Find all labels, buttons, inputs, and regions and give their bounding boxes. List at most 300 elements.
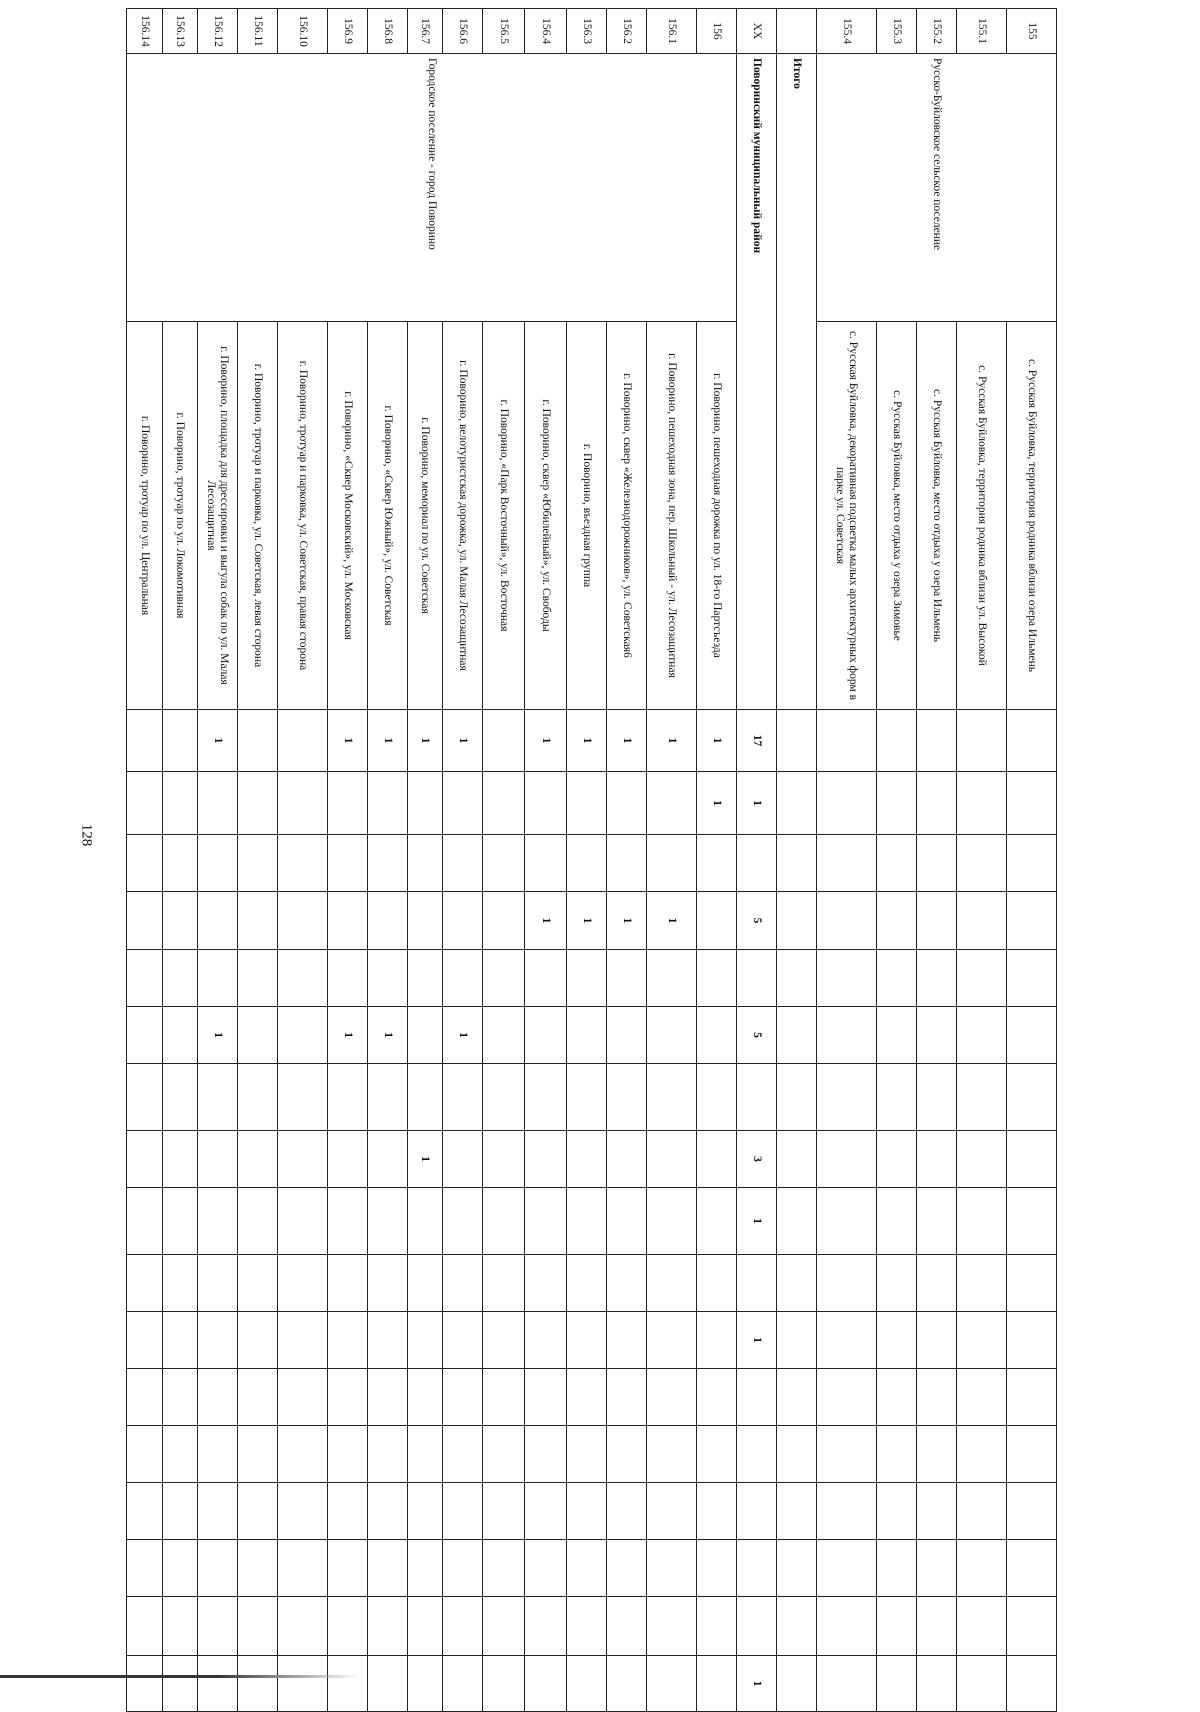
object-name-cell: г. Поворино, тротуар по ул. Локомотивная: [163, 322, 198, 710]
value-cell: [408, 892, 443, 950]
value-cell: [647, 1007, 697, 1064]
value-cell: [483, 1312, 525, 1369]
value-cell: [198, 772, 238, 835]
object-name-cell: г. Поворино, мемориал по ул. Советская: [408, 322, 443, 710]
table-row: [697, 9, 737, 1712]
value-cell: [163, 1007, 198, 1064]
row-number-cell: XX: [737, 9, 777, 54]
value-cell: [198, 1656, 238, 1712]
value-cell: [443, 1064, 483, 1131]
value-cell: [328, 1255, 368, 1312]
value-cell: [877, 1597, 917, 1656]
value-cell: [957, 1426, 1007, 1483]
value-cell: [777, 1188, 817, 1255]
value-cell: [483, 772, 525, 835]
value-cell: [198, 1131, 238, 1188]
value-cell: [697, 1064, 737, 1131]
table-frame: [137, 8, 1057, 1687]
value-cell: [697, 835, 737, 892]
value-cell: 1: [697, 772, 737, 835]
value-cell: [737, 1064, 777, 1131]
value-cell: [163, 835, 198, 892]
value-cell: [917, 1597, 957, 1656]
value-cell: [957, 1597, 1007, 1656]
value-cell: [647, 835, 697, 892]
value-cell: [443, 1656, 483, 1712]
value-cell: [607, 950, 647, 1007]
value-cell: [567, 1255, 607, 1312]
value-cell: [238, 950, 278, 1007]
value-cell: [957, 1483, 1007, 1540]
value-cell: [127, 1255, 163, 1312]
row-number-cell: 156.10: [278, 9, 328, 54]
value-cell: [127, 892, 163, 950]
row-number-cell: 156.13: [163, 9, 198, 54]
value-cell: [238, 772, 278, 835]
value-cell: [877, 1188, 917, 1255]
value-cell: [607, 1007, 647, 1064]
value-cell: [957, 1369, 1007, 1426]
value-cell: [443, 1426, 483, 1483]
value-cell: [127, 1312, 163, 1369]
value-cell: [525, 1064, 567, 1131]
value-cell: [877, 1540, 917, 1597]
value-cell: [777, 950, 817, 1007]
value-cell: [278, 1064, 328, 1131]
value-cell: [877, 1007, 917, 1064]
value-cell: [127, 710, 163, 772]
value-cell: 5: [737, 892, 777, 950]
value-cell: [697, 1007, 737, 1064]
object-name-cell: с. Русская Буйловка, территория родника вблизи озера Ильмень: [1007, 322, 1057, 710]
value-cell: [238, 835, 278, 892]
value-cell: [737, 835, 777, 892]
value-cell: [877, 710, 917, 772]
row-number-cell: 155.2: [917, 9, 957, 54]
value-cell: 1: [737, 1656, 777, 1712]
value-cell: [777, 1426, 817, 1483]
value-cell: [647, 1426, 697, 1483]
value-cell: [877, 1312, 917, 1369]
value-cell: [328, 1426, 368, 1483]
value-cell: [697, 1597, 737, 1656]
value-cell: [328, 835, 368, 892]
value-cell: [127, 1426, 163, 1483]
value-cell: [917, 1426, 957, 1483]
total-label-cell: Итого: [777, 54, 817, 710]
value-cell: [408, 1597, 443, 1656]
object-name-cell: г. Поворино, тротуар и парковка, ул. Советская, правая сторона: [278, 322, 328, 710]
row-number-cell: 156.6: [443, 9, 483, 54]
value-cell: [483, 1597, 525, 1656]
value-cell: [647, 1656, 697, 1712]
value-cell: 17: [737, 710, 777, 772]
value-cell: [917, 1188, 957, 1255]
register-table: [126, 8, 1057, 1712]
value-cell: [957, 892, 1007, 950]
value-cell: [163, 1656, 198, 1712]
object-name-cell: с. Русская Буйловка, территория родника вблизи ул. Высокой: [957, 322, 1007, 710]
value-cell: [483, 1131, 525, 1188]
value-cell: [328, 1483, 368, 1540]
value-cell: [567, 1656, 607, 1712]
value-cell: [697, 1369, 737, 1426]
object-name-cell: г. Поворино, сквер «Железнодорожников», ул. Советская6: [607, 322, 647, 710]
value-cell: [278, 1007, 328, 1064]
value-cell: [127, 1131, 163, 1188]
value-cell: 1: [408, 1131, 443, 1188]
value-cell: [163, 1312, 198, 1369]
value-cell: [278, 892, 328, 950]
row-number-cell: 156.5: [483, 9, 525, 54]
value-cell: [525, 1369, 567, 1426]
value-cell: [777, 1312, 817, 1369]
value-cell: [817, 1064, 877, 1131]
value-cell: [443, 772, 483, 835]
value-cell: [483, 835, 525, 892]
value-cell: 1: [525, 710, 567, 772]
value-cell: 1: [737, 1188, 777, 1255]
value-cell: [607, 1369, 647, 1426]
value-cell: [483, 1255, 525, 1312]
value-cell: [1007, 1188, 1057, 1255]
value-cell: [957, 1007, 1007, 1064]
value-cell: [163, 950, 198, 1007]
value-cell: [443, 1369, 483, 1426]
value-cell: [647, 1312, 697, 1369]
value-cell: 1: [525, 892, 567, 950]
value-cell: [917, 835, 957, 892]
value-cell: [198, 1426, 238, 1483]
value-cell: [1007, 892, 1057, 950]
value-cell: [163, 1131, 198, 1188]
value-cell: [567, 1188, 607, 1255]
value-cell: [127, 1540, 163, 1597]
value-cell: [917, 710, 957, 772]
value-cell: [877, 1426, 917, 1483]
value-cell: [127, 772, 163, 835]
register-table-body: [127, 9, 1057, 1712]
value-cell: [238, 1656, 278, 1712]
value-cell: 1: [567, 892, 607, 950]
value-cell: [408, 835, 443, 892]
object-name-cell: г. Поворино, велотуристская дорожка, ул. Малая Лесозащитная: [443, 322, 483, 710]
value-cell: [777, 1131, 817, 1188]
value-cell: [917, 1064, 957, 1131]
value-cell: [127, 1007, 163, 1064]
value-cell: [697, 1131, 737, 1188]
value-cell: [368, 1540, 408, 1597]
value-cell: [238, 710, 278, 772]
value-cell: [1007, 1064, 1057, 1131]
value-cell: [127, 1656, 163, 1712]
row-number-cell: 156.2: [607, 9, 647, 54]
value-cell: [697, 1312, 737, 1369]
value-cell: [957, 835, 1007, 892]
value-cell: [525, 1007, 567, 1064]
value-cell: [278, 772, 328, 835]
object-name-cell: г. Поворино, сквер «Юбилейный», ул. Свободы: [525, 322, 567, 710]
value-cell: [127, 950, 163, 1007]
object-name-cell: г. Поворино, «Сквер Московский», ул. Московская: [328, 322, 368, 710]
value-cell: [777, 1483, 817, 1540]
value-cell: [483, 1656, 525, 1712]
value-cell: [443, 1312, 483, 1369]
value-cell: [777, 1656, 817, 1712]
row-number-cell: 156.12: [198, 9, 238, 54]
value-cell: [238, 1597, 278, 1656]
value-cell: [483, 892, 525, 950]
value-cell: [163, 1540, 198, 1597]
value-cell: 1: [328, 710, 368, 772]
table-row: [737, 9, 777, 1712]
value-cell: [817, 1426, 877, 1483]
district-name-cell: Поворинский муниципальный район: [737, 54, 777, 710]
value-cell: [567, 1312, 607, 1369]
value-cell: [483, 1483, 525, 1540]
value-cell: [368, 1188, 408, 1255]
value-cell: [607, 1656, 647, 1712]
value-cell: [443, 1597, 483, 1656]
value-cell: [443, 1540, 483, 1597]
value-cell: 1: [607, 892, 647, 950]
value-cell: [607, 1426, 647, 1483]
value-cell: [368, 1255, 408, 1312]
value-cell: [817, 1255, 877, 1312]
value-cell: [917, 1369, 957, 1426]
value-cell: [607, 1255, 647, 1312]
value-cell: [817, 1131, 877, 1188]
value-cell: [1007, 772, 1057, 835]
value-cell: [238, 1312, 278, 1369]
value-cell: [278, 1312, 328, 1369]
row-number-cell: 156.14: [127, 9, 163, 54]
value-cell: [483, 950, 525, 1007]
row-number-cell: 156.1: [647, 9, 697, 54]
object-name-cell: г. Поворино, «Сквер Южный», ул. Советская: [368, 322, 408, 710]
value-cell: [328, 1369, 368, 1426]
value-cell: [278, 1131, 328, 1188]
value-cell: [328, 1064, 368, 1131]
value-cell: [817, 1483, 877, 1540]
value-cell: 1: [198, 710, 238, 772]
row-number-cell: 155.3: [877, 9, 917, 54]
value-cell: [1007, 1255, 1057, 1312]
value-cell: [567, 950, 607, 1007]
value-cell: [607, 835, 647, 892]
value-cell: [1007, 1312, 1057, 1369]
value-cell: [697, 1255, 737, 1312]
row-number-cell: 155: [1007, 9, 1057, 54]
value-cell: [328, 892, 368, 950]
value-cell: [198, 1312, 238, 1369]
value-cell: [817, 1312, 877, 1369]
value-cell: [697, 1483, 737, 1540]
value-cell: [647, 1369, 697, 1426]
value-cell: [163, 710, 198, 772]
value-cell: [408, 1540, 443, 1597]
object-name-cell: г. Поворино, тротуар и парковка, ул. Советская, левая сторона: [238, 322, 278, 710]
value-cell: [198, 1255, 238, 1312]
value-cell: [368, 1131, 408, 1188]
value-cell: [525, 772, 567, 835]
value-cell: [817, 1597, 877, 1656]
value-cell: [607, 772, 647, 835]
value-cell: [957, 710, 1007, 772]
value-cell: [877, 1131, 917, 1188]
object-name-cell: г. Поворино, пешеходная зона, пер. Школьный - ул. Лесозащитная: [647, 322, 697, 710]
value-cell: [443, 1131, 483, 1188]
value-cell: 1: [443, 1007, 483, 1064]
value-cell: [368, 1064, 408, 1131]
value-cell: [817, 710, 877, 772]
value-cell: [697, 1426, 737, 1483]
value-cell: [647, 950, 697, 1007]
value-cell: [127, 1483, 163, 1540]
value-cell: [567, 1540, 607, 1597]
value-cell: [777, 1369, 817, 1426]
value-cell: [328, 1188, 368, 1255]
value-cell: [917, 1255, 957, 1312]
value-cell: [238, 1483, 278, 1540]
value-cell: [777, 892, 817, 950]
value-cell: [567, 1426, 607, 1483]
value-cell: [198, 892, 238, 950]
value-cell: [777, 710, 817, 772]
value-cell: [737, 1369, 777, 1426]
value-cell: 1: [567, 710, 607, 772]
value-cell: [567, 1064, 607, 1131]
value-cell: [238, 1255, 278, 1312]
value-cell: [368, 1426, 408, 1483]
value-cell: [647, 1255, 697, 1312]
value-cell: [368, 950, 408, 1007]
value-cell: [777, 1064, 817, 1131]
value-cell: [328, 772, 368, 835]
value-cell: 1: [647, 892, 697, 950]
value-cell: [368, 892, 408, 950]
value-cell: [917, 1540, 957, 1597]
value-cell: 1: [607, 710, 647, 772]
value-cell: [483, 1369, 525, 1426]
value-cell: [198, 950, 238, 1007]
value-cell: [697, 1656, 737, 1712]
value-cell: [408, 1426, 443, 1483]
value-cell: [817, 1540, 877, 1597]
value-cell: 1: [368, 710, 408, 772]
row-number-cell: 156.3: [567, 9, 607, 54]
value-cell: [368, 1369, 408, 1426]
value-cell: [328, 1312, 368, 1369]
value-cell: [647, 1483, 697, 1540]
value-cell: [198, 1064, 238, 1131]
value-cell: [198, 1597, 238, 1656]
value-cell: [368, 1656, 408, 1712]
value-cell: [817, 835, 877, 892]
settlement-name-cell: Русско-Буйловское сельское поселение: [817, 54, 1057, 322]
value-cell: [163, 1064, 198, 1131]
value-cell: [483, 1426, 525, 1483]
value-cell: [278, 950, 328, 1007]
value-cell: [328, 950, 368, 1007]
row-number-cell: 155.4: [817, 9, 877, 54]
value-cell: [278, 1656, 328, 1712]
value-cell: [525, 1656, 567, 1712]
value-cell: [408, 1656, 443, 1712]
settlement-name-cell: Городское поселение - город Поворино: [127, 54, 737, 322]
value-cell: [483, 1064, 525, 1131]
value-cell: [877, 1255, 917, 1312]
value-cell: [408, 772, 443, 835]
value-cell: [777, 772, 817, 835]
value-cell: 1: [697, 710, 737, 772]
value-cell: [525, 1483, 567, 1540]
value-cell: [647, 1064, 697, 1131]
value-cell: [238, 1540, 278, 1597]
row-number-cell: 155.1: [957, 9, 1007, 54]
object-name-cell: г. Поворино, въездная группа: [567, 322, 607, 710]
value-cell: [1007, 1426, 1057, 1483]
value-cell: [817, 1007, 877, 1064]
value-cell: [127, 1369, 163, 1426]
value-cell: [1007, 1540, 1057, 1597]
value-cell: 1: [737, 772, 777, 835]
value-cell: [408, 950, 443, 1007]
value-cell: [1007, 1007, 1057, 1064]
value-cell: [525, 835, 567, 892]
value-cell: [368, 835, 408, 892]
value-cell: [567, 1597, 607, 1656]
value-cell: [525, 1131, 567, 1188]
value-cell: [443, 835, 483, 892]
value-cell: [1007, 1483, 1057, 1540]
value-cell: [777, 835, 817, 892]
value-cell: [957, 1064, 1007, 1131]
value-cell: [737, 1483, 777, 1540]
value-cell: [328, 1540, 368, 1597]
value-cell: [917, 772, 957, 835]
value-cell: [817, 950, 877, 1007]
value-cell: [957, 1656, 1007, 1712]
value-cell: [278, 1426, 328, 1483]
value-cell: [1007, 1369, 1057, 1426]
value-cell: [525, 1312, 567, 1369]
value-cell: [737, 1426, 777, 1483]
value-cell: [737, 1540, 777, 1597]
value-cell: [607, 1597, 647, 1656]
object-name-cell: г. Поворино, тротуар по ул. Центральная: [127, 322, 163, 710]
value-cell: 1: [408, 710, 443, 772]
value-cell: [278, 1597, 328, 1656]
value-cell: [127, 1597, 163, 1656]
value-cell: [408, 1007, 443, 1064]
value-cell: [647, 1188, 697, 1255]
value-cell: [483, 1007, 525, 1064]
value-cell: [1007, 1656, 1057, 1712]
value-cell: [917, 1483, 957, 1540]
value-cell: [198, 1188, 238, 1255]
value-cell: [483, 1540, 525, 1597]
value-cell: [163, 892, 198, 950]
value-cell: [238, 892, 278, 950]
value-cell: [697, 1540, 737, 1597]
value-cell: [877, 1369, 917, 1426]
value-cell: [737, 1597, 777, 1656]
value-cell: [817, 892, 877, 950]
value-cell: [567, 772, 607, 835]
value-cell: [328, 1131, 368, 1188]
value-cell: [957, 1312, 1007, 1369]
